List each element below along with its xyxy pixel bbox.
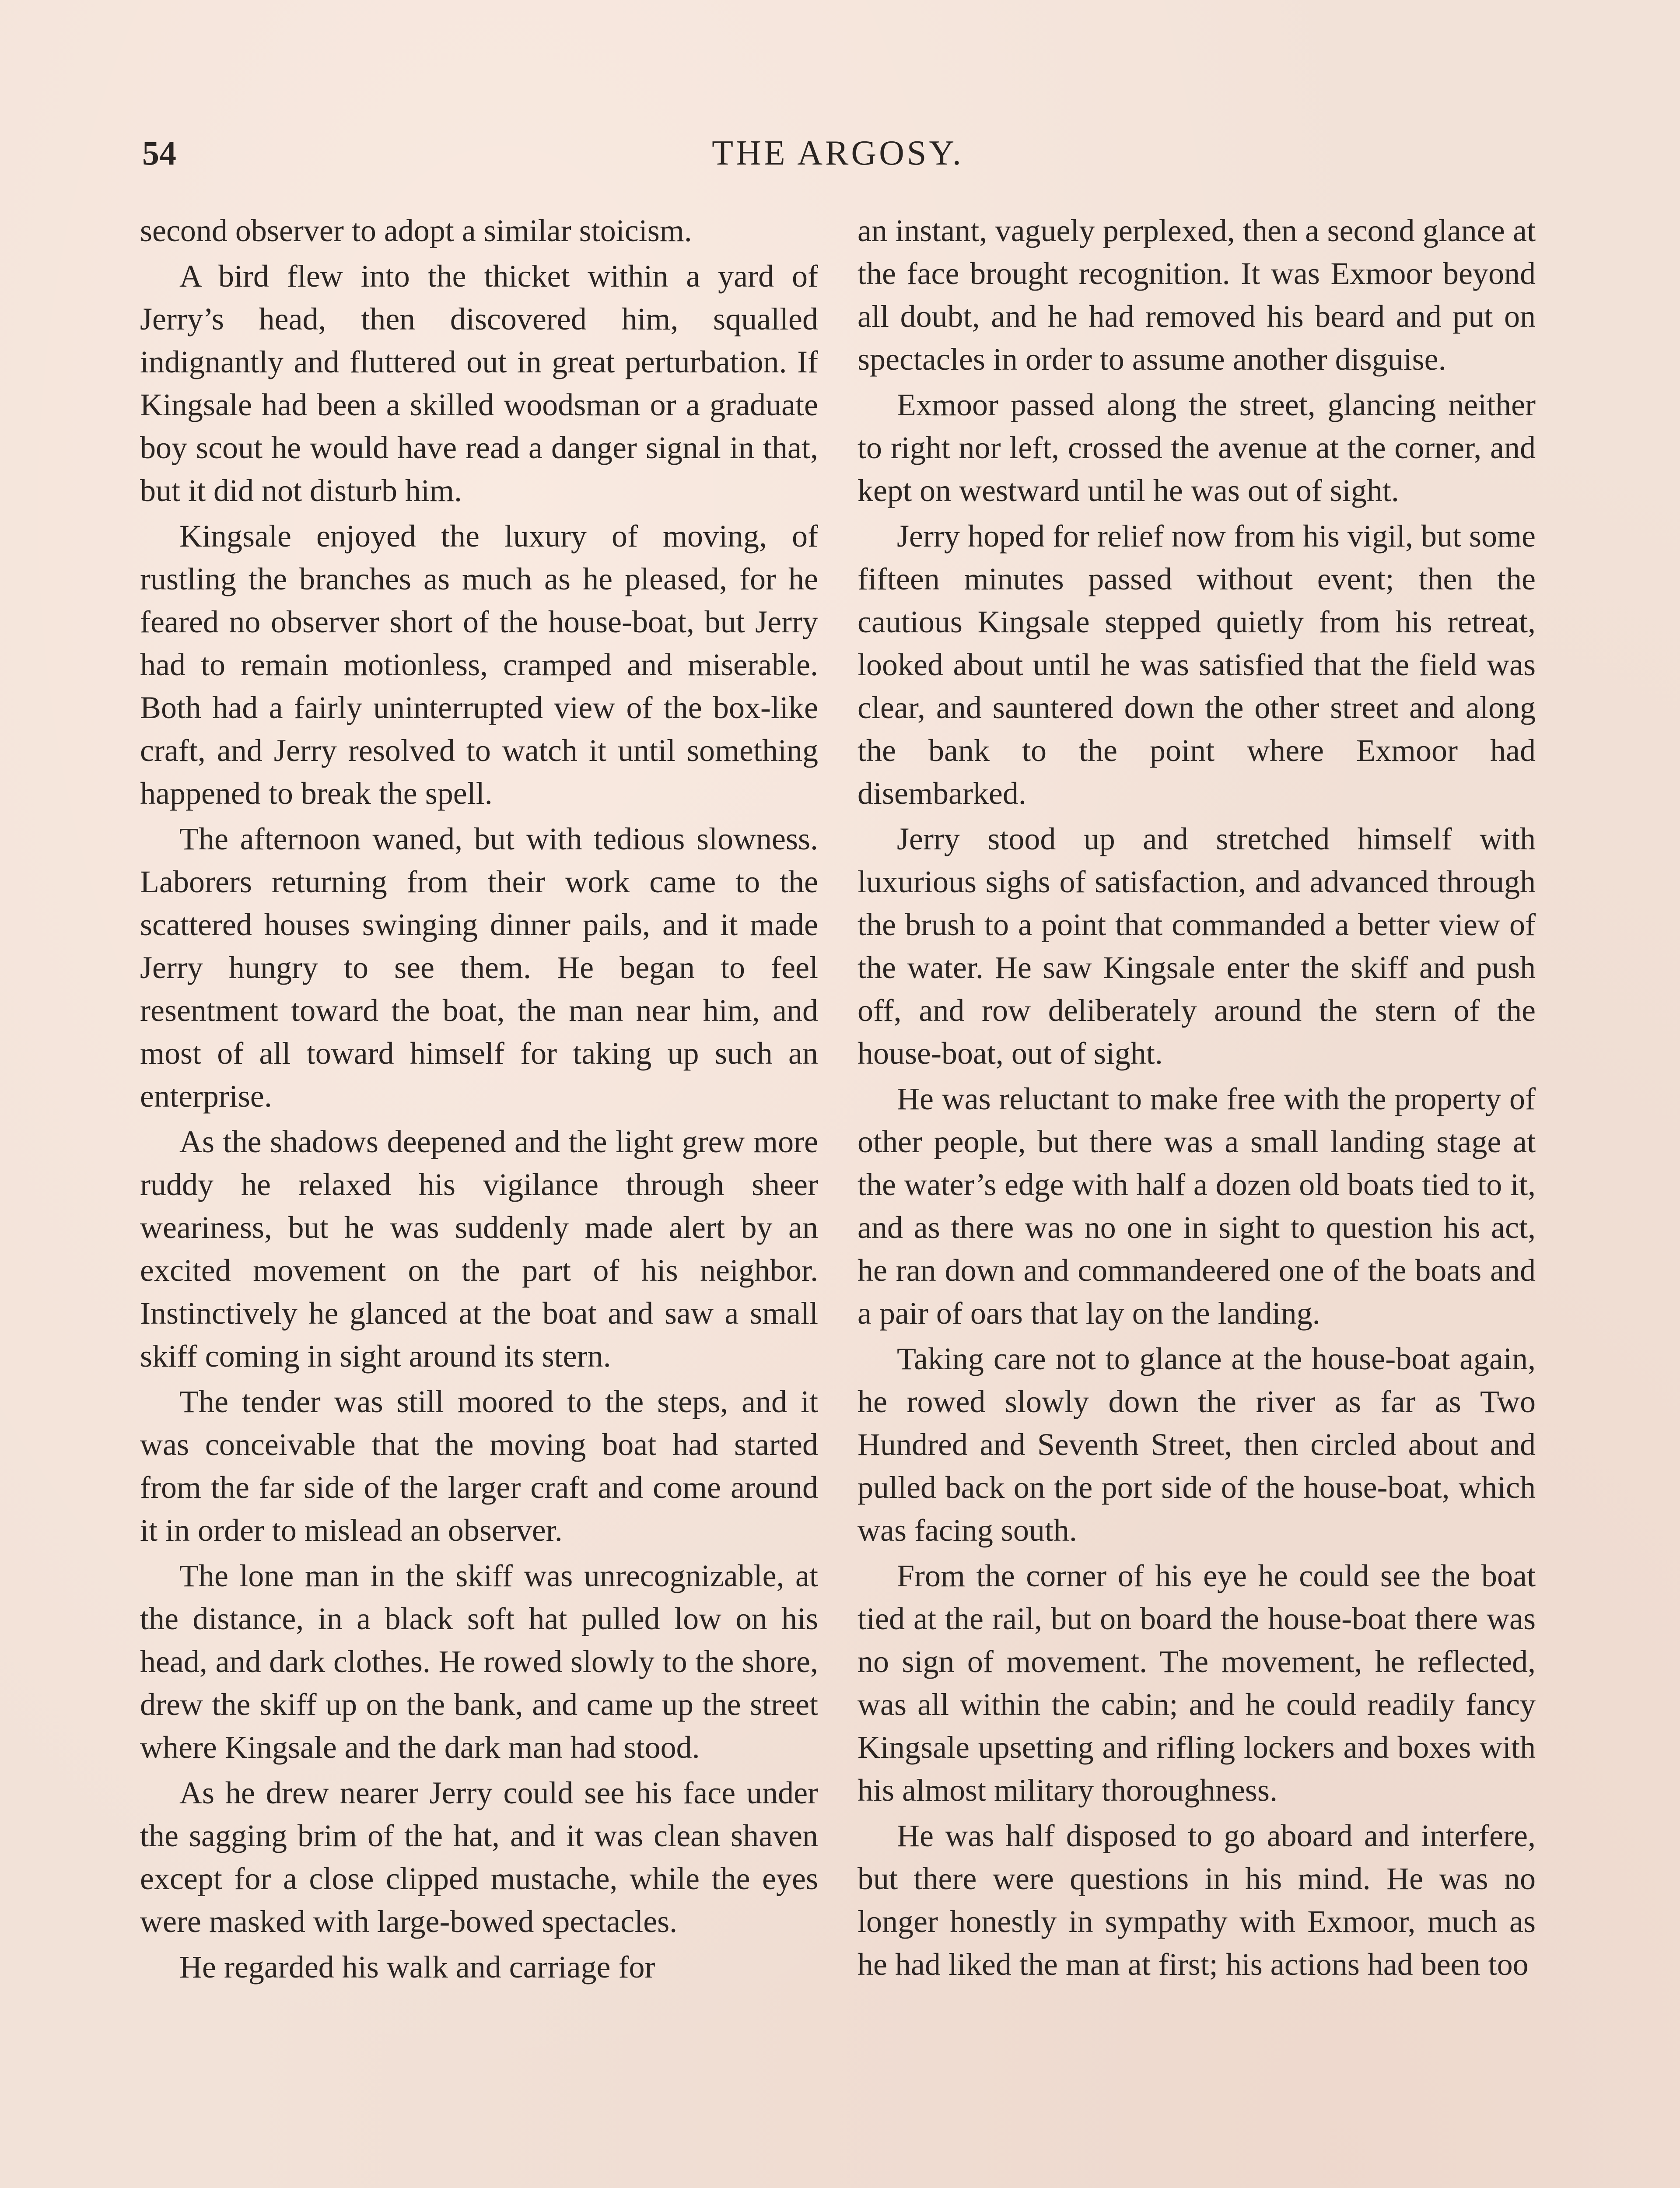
paragraph: Taking care not to glance at the house-boat again, he rowed slowly down the river as far as Two Hundred and Seventh Street, then circled about and pulled back on the port side of the house-boat, which was facing south. — [858, 1341, 1536, 1548]
paragraph: He was half disposed to go aboard and interfere, but there were questions in his mind. He was no longer honestly in sympathy with Exmoor, much as he had liked the man at first; his actions had been too — [858, 1818, 1536, 1982]
left-column — [140, 209, 818, 1991]
page-number: 54 — [142, 134, 176, 172]
paragraph: second observer to adopt a similar stoicism. — [140, 213, 692, 248]
paragraph: The lone man in the skiff was unrecognizable, at the distance, in a black soft hat pulled low on his head, and dark clothes. He rowed slowly to the shore, drew the skiff up on the bank, and came up the street where Kingsale and the dark man had stood. — [140, 1558, 818, 1765]
paragraph: Kingsale enjoyed the luxury of moving, of rustling the branches as much as he pleased, for he feared no observer short of the house-boat, but Jerry had to remain motionless, cramped and miserable. Both had a fairly uninterrupted view of the box-like craft, and Jerry resolved to watch it until something happened to break the spell. — [140, 519, 818, 811]
paragraph: He was reluctant to make free with the property of other people, but there was a small landing stage at the water’s edge with half a dozen old boats tied to it, and as there was no one in sight to question his act, he ran down and commandeered one of the boats and a pair of oars that lay on the landing. — [858, 1081, 1536, 1331]
paragraph: As the shadows deepened and the light grew more ruddy he relaxed his vigilance through sheer weariness, but he was suddenly made alert by an excited movement on the part of his neighbor. Instinctively he glanced at the boat and saw a small skiff coming in sight around its stern. — [140, 1124, 818, 1374]
paragraph: Jerry stood up and stretched himself with luxurious sighs of satisfaction, and advanced through the brush to a point that commanded a better view of the water. He saw Kingsale enter the skiff and push off, and row deliberately around the stern of the house-boat, out of sight. — [858, 821, 1536, 1071]
page-header — [142, 127, 1533, 179]
paragraph: Jerry hoped for relief now from his vigil, but some fifteen minutes passed without event; then the cautious Kingsale stepped quietly from his retreat, looked about until he was satisfied that the field was clear, and sauntered down the other street and along the bank to the point where Exmoor had disembarked. — [858, 519, 1536, 811]
paragraph: Exmoor passed along the street, glancing neither to right nor left, crossed the avenue at the corner, and kept on westward until he was out of sight. — [858, 387, 1536, 508]
paragraph: A bird flew into the thicket within a yard of Jerry’s head, then discovered him, squalled indignantly and fluttered out in great perturbation. If Kingsale had been a skilled woodsman or a graduate boy scout he would have read a danger signal in that, but it did not disturb him. — [140, 259, 818, 508]
running-head-title: THE ARGOSY. — [712, 134, 964, 172]
paragraph: The tender was still moored to the steps, and it was conceivable that the moving boat had started from the far side of the larger craft and come around it in order to mislead an observer. — [140, 1384, 818, 1548]
right-column — [858, 209, 1536, 1988]
paragraph: an instant, vaguely perplexed, then a second glance at the face brought recognition. It was Exmoor beyond all doubt, and he had removed his beard and put on spectacles in order to assume another disguise. — [858, 213, 1536, 377]
paragraph: From the corner of his eye he could see the boat tied at the rail, but on board the house-boat there was no sign of movement. The movement, he reflected, was all within the cabin; and he could readily fancy Kingsale upsetting and rifling lockers and boxes with his almost military thoroughness. — [858, 1558, 1536, 1808]
paragraph: The afternoon waned, but with tedious slowness. Laborers returning from their work came to the scattered houses swinging dinner pails, and it made Jerry hungry to see them. He began to feel resentment toward the boat, the man near him, and most of all toward himself for taking up such an enterprise. — [140, 821, 818, 1114]
paragraph: He regarded his walk and carriage for — [179, 1950, 655, 1985]
paragraph: As he drew nearer Jerry could see his face under the sagging brim of the hat, and it was clean shaven except for a close clipped mustache, while the eyes were masked with large-bowed spectacles. — [140, 1775, 818, 1939]
